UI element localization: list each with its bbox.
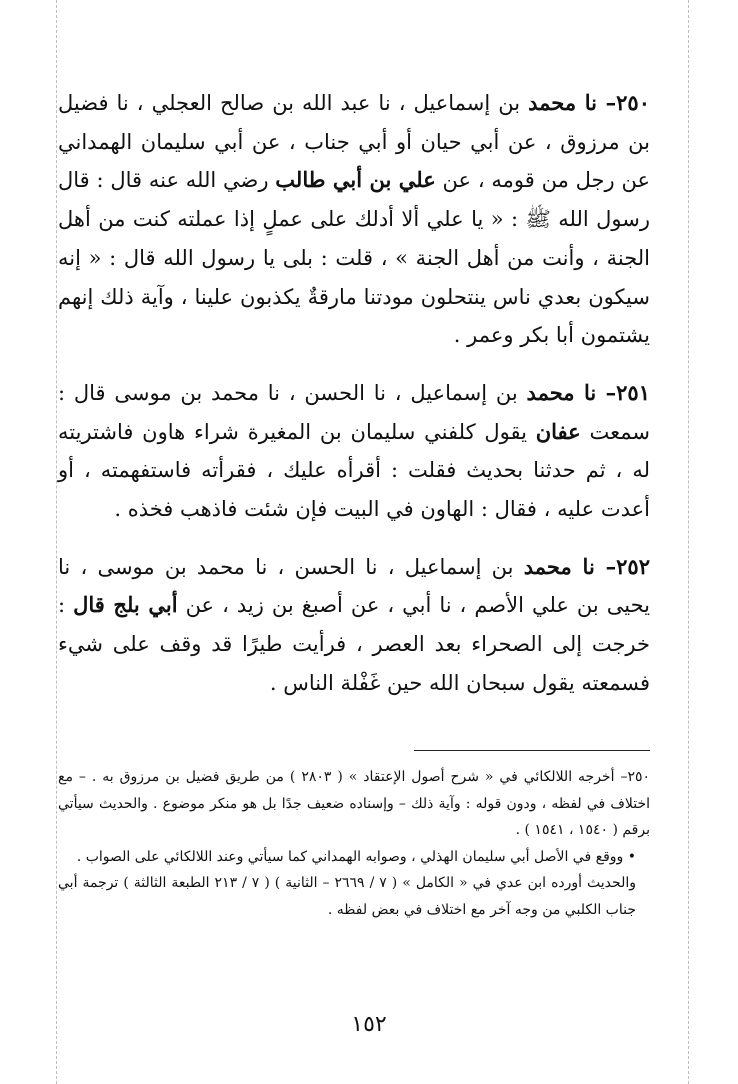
hadith-text: رضي الله عنه قال : قال رسول الله ﷺ : « يا علي ألا أدلك على عملٍ إذا عملته كنت من أهل الجنة ، وأنت من أهل الجنة » ، قلت : بلى يا رسول الله قال : « إنه سيكون بعدي ناس ينتحلون مودتنا مارقةٌ يكذبون علينا ، وآية ذلك إنهم يشتمون أبا بكر وعمر . <box>58 168 650 348</box>
hadith-text: بن إسماعيل ، نا الحسن ، نا محمد بن موسى قال : سمعت <box>58 380 650 444</box>
hadith-text: بن إسماعيل ، نا الحسن ، نا محمد بن موسى ، نا يحيى بن علي الأصم ، نا أبي ، عن أصبغ بن زيد ، عن <box>58 554 650 618</box>
hadith-252 <box>58 548 650 703</box>
narrator-name: أبي بلج قال <box>73 592 178 618</box>
chain-start: نا محمد <box>523 553 606 579</box>
footnote-separator <box>414 750 650 751</box>
page-number: ١٥٢ <box>351 1012 387 1037</box>
hadith-number: ٢٥٢– <box>605 553 650 579</box>
footnote-250: ٢٥٠– أخرجه اللالكائي في « شرح أصول الإعتقاد » ( ٢٨٠٣ ) من طريق فضيل بن مرزوق به . – مع اختلاف في لفظه ، ودون قوله : وآية ذلك – وإسناده ضعيف جدًا بل هو منكر موضوع . والحديث سيأتي برقم ( ١٥٤٠ ، ١٥٤١ ) . <box>58 769 650 838</box>
hadith-250 <box>58 84 650 355</box>
page-guide-left <box>56 0 57 1084</box>
hadith-text: : خرجت إلى الصحراء بعد العصر ، فرأيت طيرًا قد وقف على شيء فسمعته يقول سبحان الله حين غَفْلة الناس . <box>58 593 650 695</box>
page-guide-right <box>688 0 689 1084</box>
chain-start: نا محمد <box>528 90 606 115</box>
footnotes <box>58 764 650 923</box>
footnote-correction: • ووقع في الأصل أبي سليمان الهذلي ، وصوابه الهمداني كما سيأتي وعند اللالكائي على الصواب . <box>76 848 636 865</box>
hadith-number: ٢٥١– <box>605 379 650 405</box>
main-text <box>58 84 650 722</box>
hadith-text: يقول كلفني سليمان بن المغيرة شراء هاون فاشتريته له ، ثم حدثنا بحديث فقلت : أقرأه عليك ، فقرأته فاستفهمته ، أو أعدت عليه ، فقال : الهاون في البيت فإن شئت فاذهب فخذه . <box>58 419 650 522</box>
chain-start: نا محمد <box>526 379 606 405</box>
hadith-number: ٢٥٠– <box>605 90 650 115</box>
narrator-name: علي بن أبي طالب <box>275 167 436 193</box>
footnote-additional: والحديث أورده ابن عدي في « الكامل » ( ٧ / ٢٦٦٩ – الثانية ) ( ٧ / ٢١٣ الطبعة الثالثة ) ترجمة أبي جناب الكلبي من وجه آخر مع اختلاف في بعض لفظه . <box>58 875 636 918</box>
hadith-251 <box>58 374 650 529</box>
hadith-text: بن إسماعيل ، نا عبد الله بن صالح العجلي ، نا فضيل بن مرزوق ، عن أبي حيان أو أبي جناب ، عن أبي سليمان الهمداني عن رجل من قومه ، عن <box>58 91 650 193</box>
narrator-name: عفان <box>535 418 581 444</box>
